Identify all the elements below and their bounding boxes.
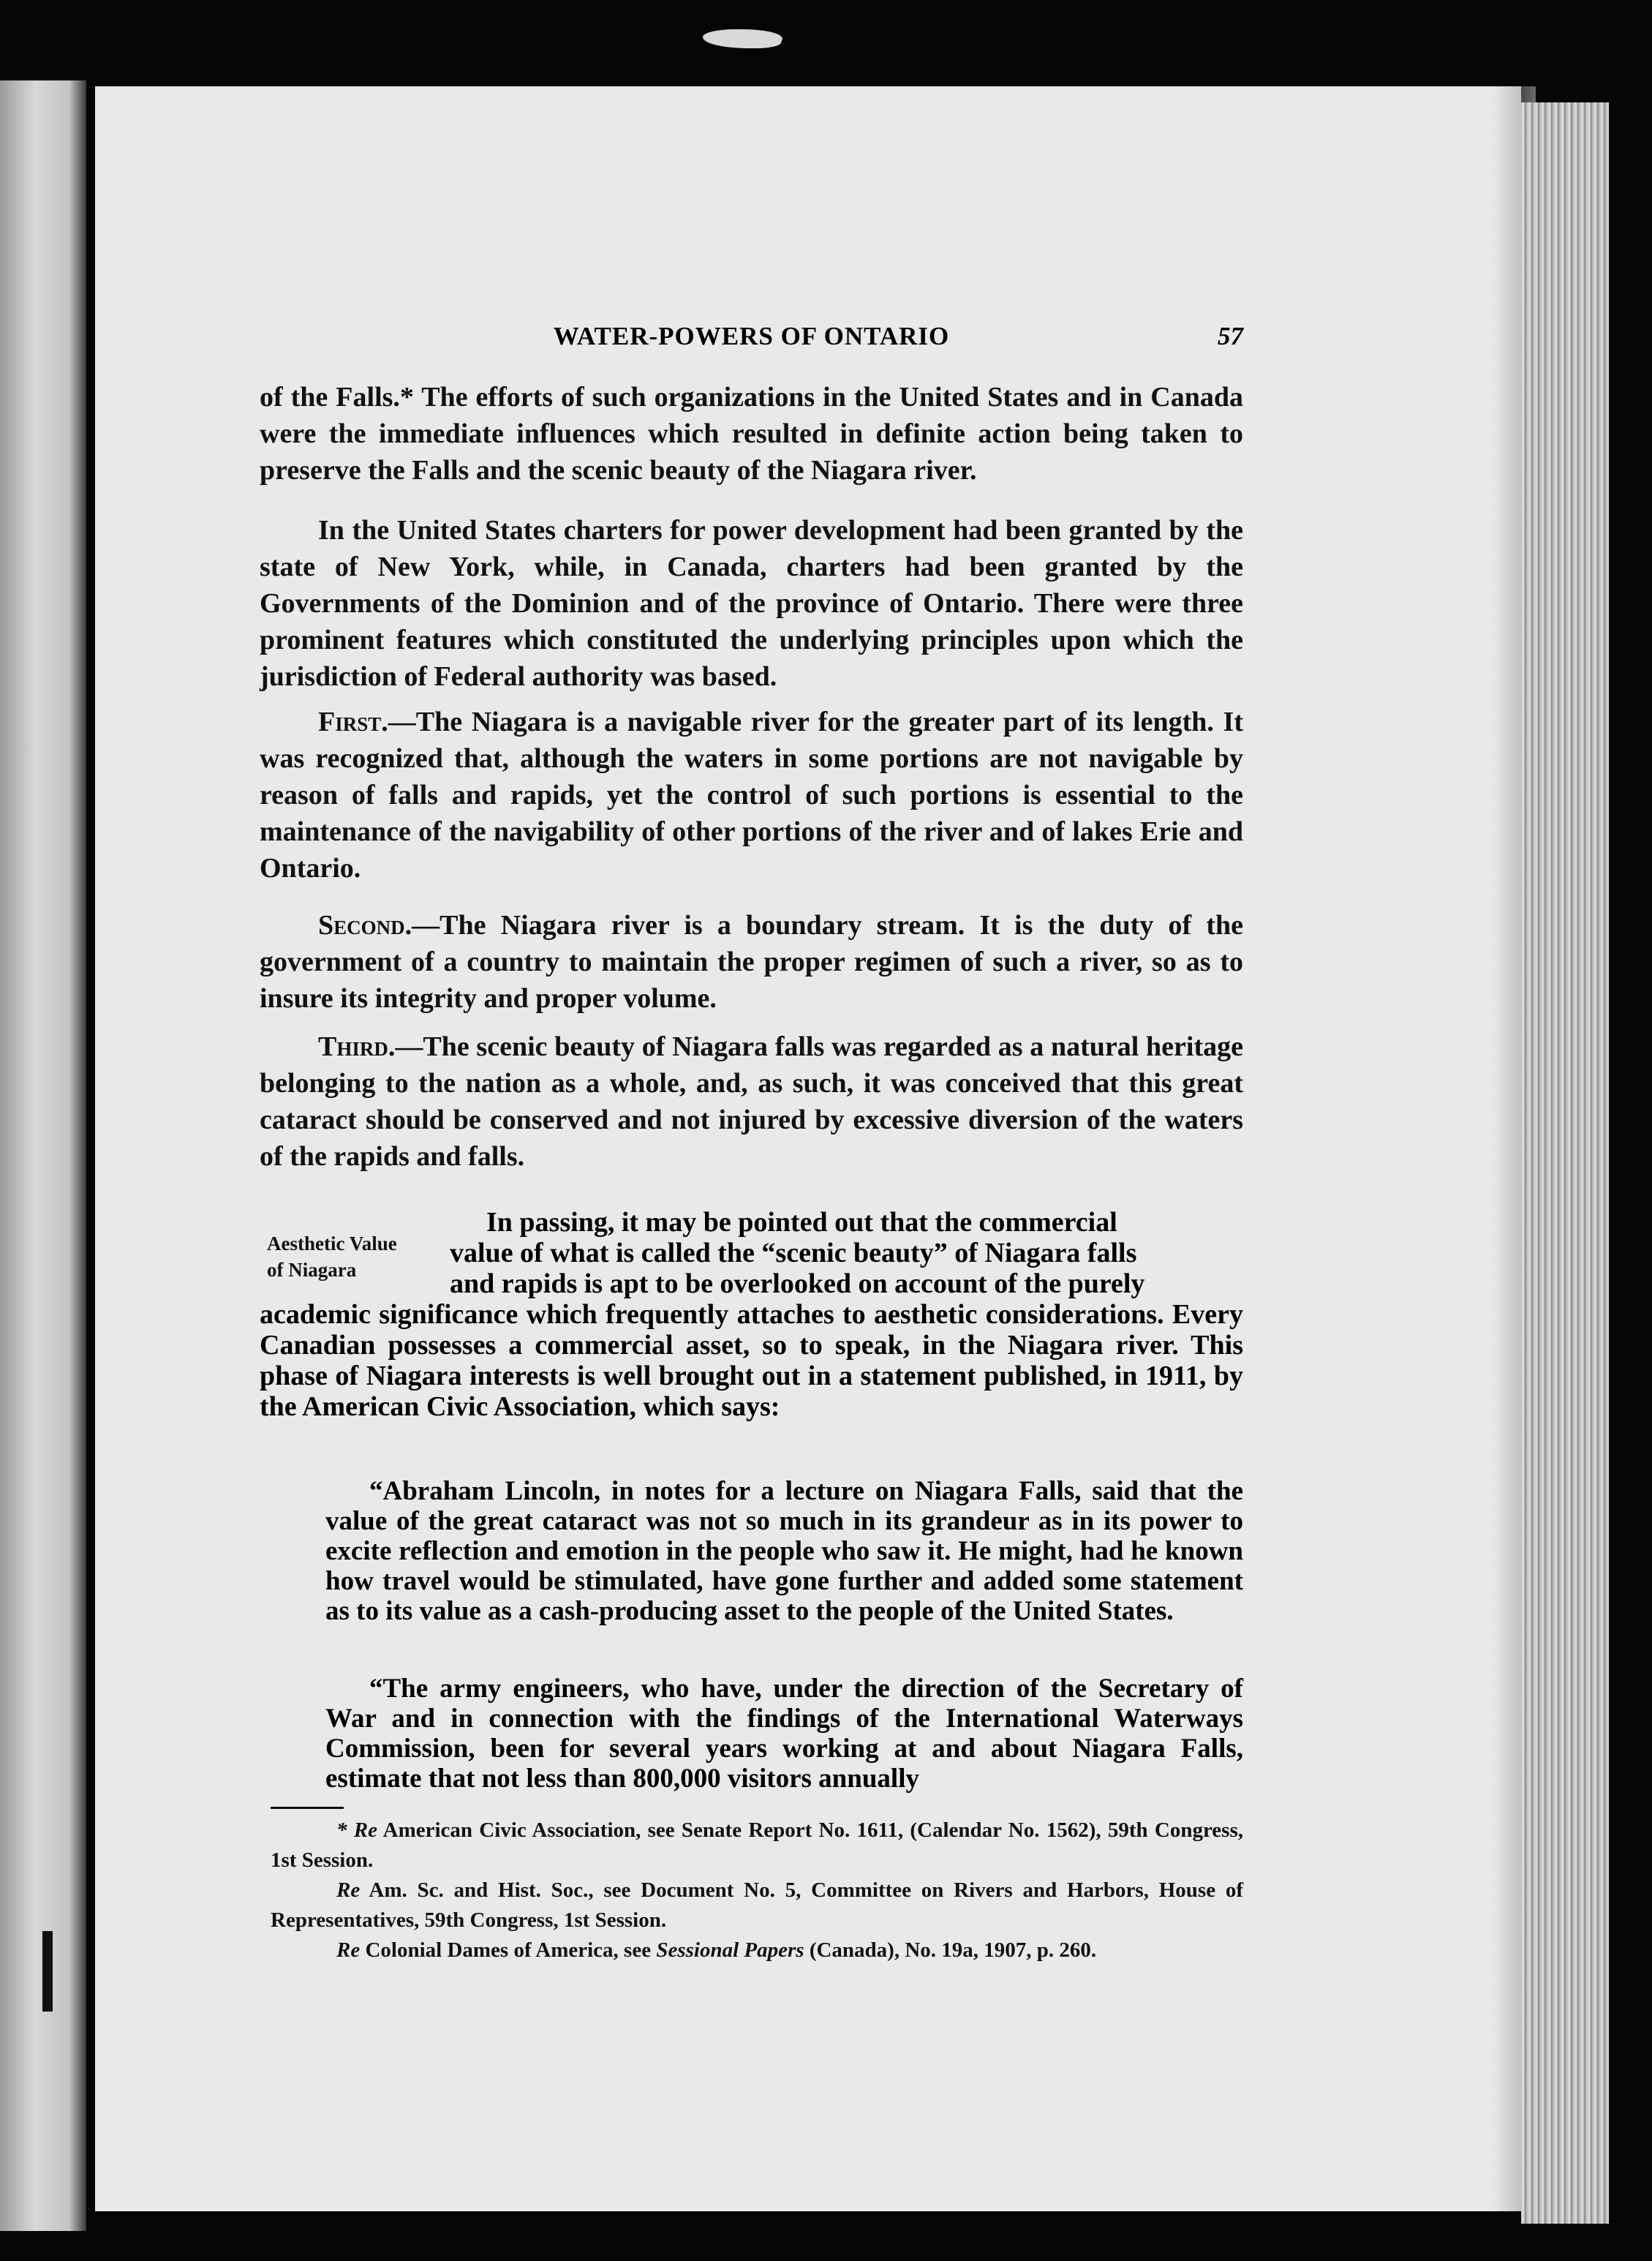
quote-engineers: “The army engineers, who have, under the direction of the Secretary of War and in connection with the findings of the International Waterways Commission, been for several years working at and about Niagara Falls, estimate that not less than 800,000 visitors annually [325,1674,1243,1794]
lead-third: Third. [318,1031,396,1062]
aesthetic-first-lines [450,1207,1243,1299]
footnote-3-text-b: (Canada), No. 19a, 1907, p. 260. [809,1938,1097,1962]
margin-note-line-2: of Niagara [267,1259,357,1281]
paragraph-second [260,907,1243,1017]
paragraph-third [260,1028,1243,1175]
second-text: —The Niagara river is a boundary stream. It is the duty of the government of a country to maintain the proper regimen of such a river, so as to insure its integrity and proper volume. [260,910,1243,1014]
footnote-3 [271,1935,1243,1965]
footnote-2 [271,1876,1243,1935]
aesthetic-rest: academic significance which frequently attaches to aesthetic considerations. Every Canadian possesses a commercial asset, so to speak, in the Niagara river. This phase of Niagara interests is well brought out in a statement published, in 1911, by the American Civic Association, which says: [260,1299,1243,1422]
aesthetic-paragraph [260,1207,1243,1422]
left-page-edge [0,80,86,2231]
footnote-3-italic: Sessional Papers [656,1938,804,1962]
body-text-2 [260,512,1243,695]
paragraph-continuation: of the Falls.* The efforts of such organizations in the United States and in Canada were the immediate influences which resulted in definite action being taken to preserve the Falls and the scenic beauty of the Niagara river. [260,382,1243,486]
footnote-1-text: American Civic Association, see Senate Report No. 1611, (Calendar No. 1562), 59th Congress, 1st Session. [271,1818,1243,1872]
footnote-rule [271,1807,344,1809]
quote-lincoln: “Abraham Lincoln, in notes for a lecture on Niagara Falls, said that the value of the great cataract was not so much in its grandeur as in its power to excite reflection and emotion in the people who saw it. He might, had he known how travel would be stimulated, have gone further and added some statement as to its value as a cash-producing asset to the people of the United States. [325,1476,1243,1626]
running-title: WATER-POWERS OF ONTARIO [553,322,950,350]
aesthetic-line-2: value of what is called the “scenic beauty” of Niagara falls [450,1238,1137,1268]
margin-note-line-1: Aesthetic Value [267,1233,397,1254]
aesthetic-line-1: In passing, it may be pointed out that the commercial [486,1207,1117,1238]
body-text-5 [260,1028,1243,1175]
binding-mark [42,1931,53,2012]
lead-first: First. [318,707,388,737]
first-text: —The Niagara is a navigable river for the greater part of its length. It was recognized that, although the waters in some portions are not navigable by reason of falls and rapids, yet the control of such portions is essential to the maintenance of the navigability of other portions of the river and of lakes Erie and Ontario. [260,707,1243,884]
footnote-1-re: * Re [336,1818,377,1842]
footnote-1 [271,1816,1243,1876]
paragraph-first [260,704,1243,887]
lead-second: Second. [318,910,412,941]
body-text-4 [260,907,1243,1017]
footnote-2-re: Re [336,1878,361,1902]
page-number: 57 [1218,322,1243,350]
footnote-3-text-a: Colonial Dames of America, see [365,1938,652,1962]
running-head [260,322,1243,358]
body-text [260,379,1243,489]
aesthetic-line-3: and rapids is apt to be overlooked on account of the purely [450,1268,1145,1299]
footnote-2-text: Am. Sc. and Hist. Soc., see Document No. 5, Committee on Rivers and Harbors, House of Representatives, 59th Congress, 1st Session. [271,1878,1243,1932]
stacked-page-edges [1521,102,1609,2224]
quotation-1 [325,1476,1243,1626]
footnotes [271,1816,1243,1965]
quotation-2 [325,1674,1243,1794]
body-text-3 [260,704,1243,887]
third-text: —The scenic beauty of Niagara falls was regarded as a natural heritage belonging to the nation as a whole, and, as such, it was conceived that this great cataract should be conserved and not injured by excessive diversion of the waters of the rapids and falls. [260,1031,1243,1172]
footnote-3-re: Re [336,1938,361,1962]
scan-smudge [698,29,785,48]
paragraph-charters: In the United States charters for power development had been granted by the state of New York, while, in Canada, charters had been granted by the Governments of the Dominion and of the province of Ontario. There were three prominent features which constituted the underlying principles upon which the jurisdiction of Federal authority was based. [260,515,1243,692]
